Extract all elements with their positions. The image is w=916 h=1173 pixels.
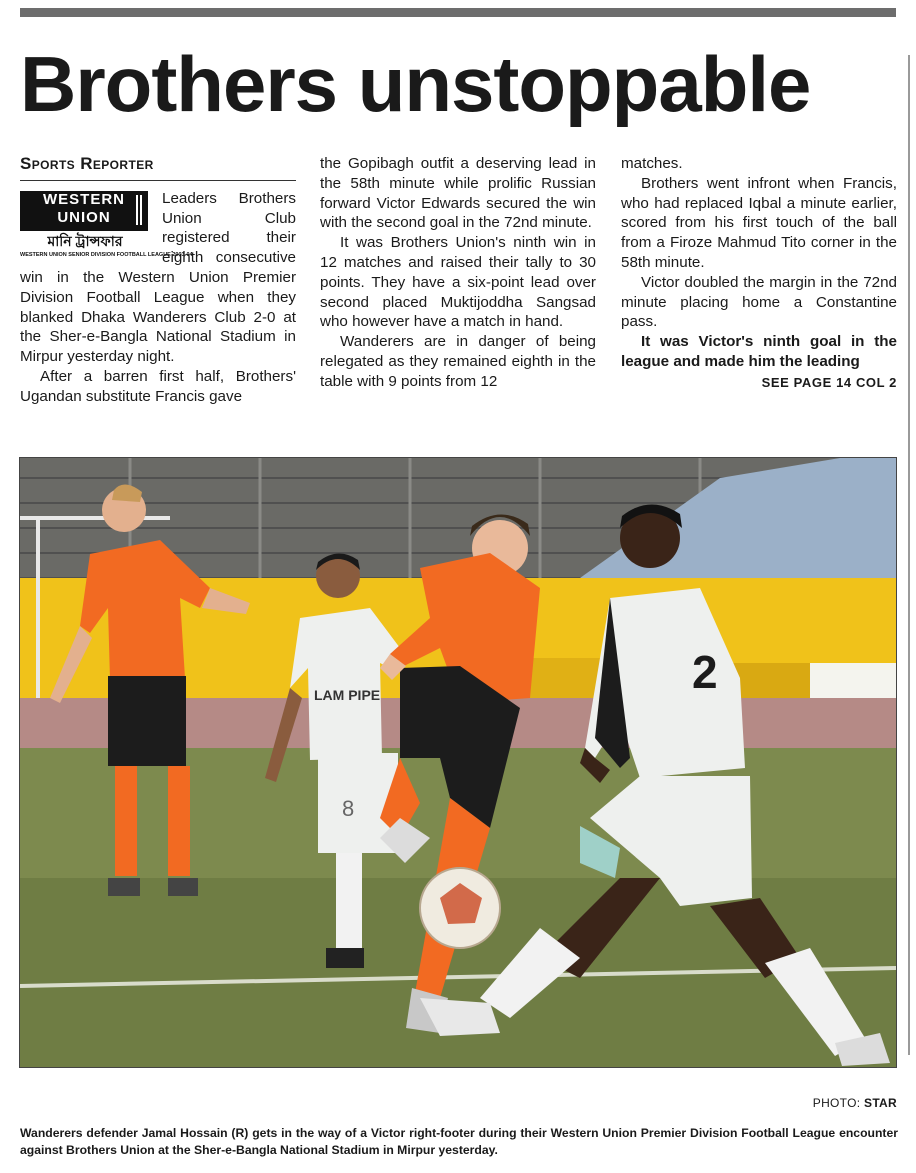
logo-line1: WESTERN [43, 190, 125, 208]
column-3 [621, 154, 897, 393]
paragraph: After a barren first half, Brothers' Ugandan substitute Francis gave [20, 367, 296, 405]
shirt-number: 2 [692, 646, 718, 698]
shirt-sponsor-text: LAM PIPE [314, 687, 381, 703]
paragraph: Victor doubled the margin in the 72nd minute placing home a Constantine pass. [621, 273, 897, 331]
paragraph-bold: It was Victor's ninth goal in the league and made him the leading [621, 333, 897, 370]
column-2 [320, 154, 596, 392]
logo-box [20, 191, 148, 231]
byline: Sports Reporter [20, 154, 296, 181]
logo-bars-icon [136, 195, 144, 225]
paragraph: Brothers went infront when Francis, who had replaced Iqbal a minute earlier, scored from his first touch of the ball from a Firoze Mahmud Tito corner in the 58th minute. [621, 174, 897, 271]
top-rule [20, 8, 896, 17]
logo-tagline: WESTERN UNION SENIOR DIVISION FOOTBALL LEAGUE 2003-04 [20, 251, 193, 258]
football [420, 868, 500, 948]
headline: Brothers unstoppable [20, 40, 811, 128]
photo-credit-source: STAR [864, 1096, 897, 1110]
paragraph: matches. [621, 155, 683, 172]
photo-illustration [20, 458, 897, 1068]
continued-jump-line: SEE PAGE 14 COL 2 [761, 374, 897, 390]
paragraph: It was Brothers Union's ninth win in 12 matches and raised their tally to 30 points. They have a six-point lead over second placed Muktijoddha Sangsad who however have a match in hand. [320, 234, 596, 331]
western-union-logo [20, 190, 193, 265]
logo-bengali-text: মানি ট্রান্সফার [47, 232, 123, 249]
shorts-number: 8 [342, 796, 355, 821]
match-photo [19, 457, 897, 1068]
paragraph: Leaders Brothers Union Club registered their eighth consecutive win in the Western Union Premier Division Football League when they blanked Dhaka Wanderers Club 2-0 at the Sher-e-Bangla National Stadium in Mirpur yesterday night. [20, 189, 296, 366]
photo-credit [813, 1096, 897, 1110]
paragraph: Wanderers are in danger of being relegated as they remained eighth in the table with 9 points from 12 [320, 333, 596, 390]
logo-line2: UNION [57, 208, 111, 226]
paragraph: the Gopibagh outfit a deserving lead in the 58th minute while prolific Russian forward Victor Edwards secured the win with the second goal in the 72nd minute. [320, 155, 596, 232]
photo-caption: Wanderers defender Jamal Hossain (R) gets in the way of a Victor right-footer during their Western Union Premier Division Football League encounter against Brothers Union at the Sher-e-Bangla National Stadium in Mirpur yesterday. [20, 1126, 898, 1157]
column-rule [908, 55, 910, 1055]
column-1 [20, 154, 296, 407]
photo-credit-label: PHOTO: [812, 1096, 861, 1110]
